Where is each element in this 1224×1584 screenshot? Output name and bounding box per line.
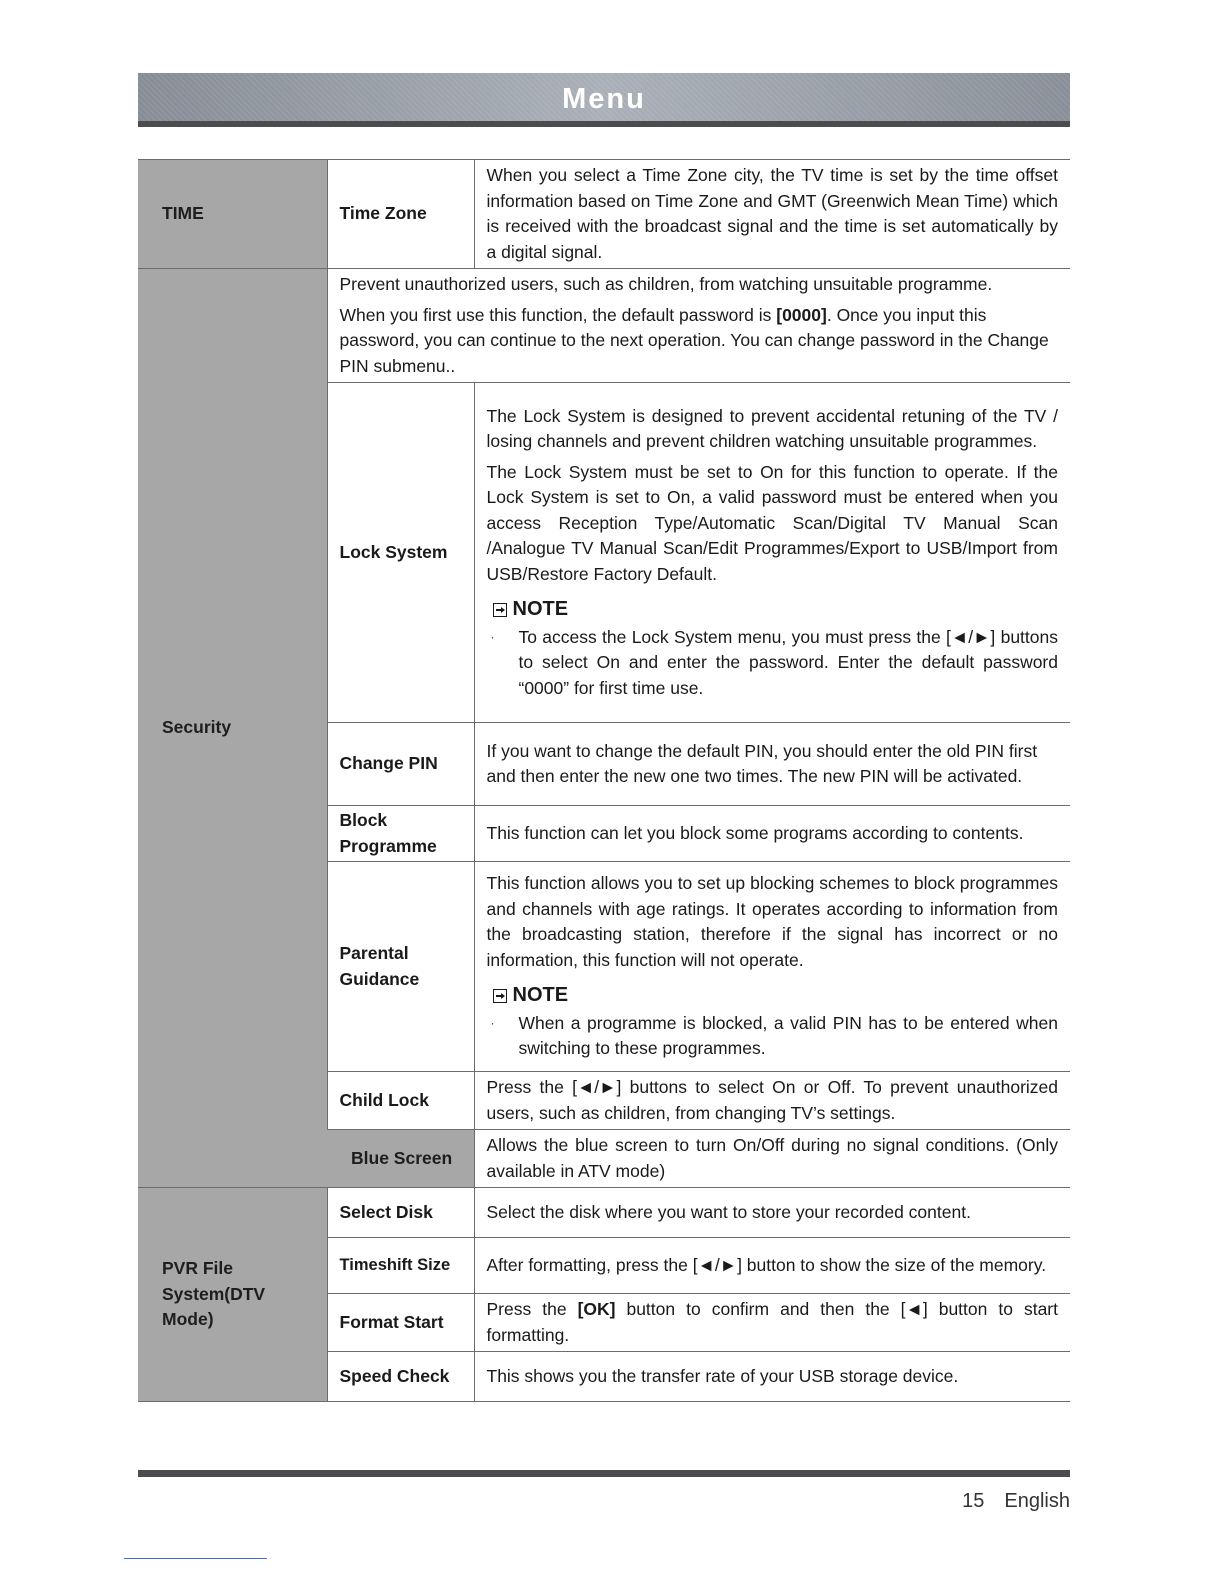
- desc-select-disk: [474, 1188, 1070, 1238]
- desc-timeshift-size: [474, 1238, 1070, 1294]
- intro-text: When you first use this function, the default password is: [339, 304, 777, 325]
- desc-time-zone: [474, 160, 1070, 269]
- desc-part-cont: button to confirm and then the [◄] button to start formatting.: [486, 1299, 1058, 1345]
- desc-block-programme: [474, 806, 1070, 862]
- table-row-security-intro: [138, 269, 1070, 383]
- setting-speed-check: Speed Check: [327, 1352, 474, 1402]
- page-title: Menu: [562, 83, 646, 115]
- setting-select-disk: Select Disk: [327, 1188, 474, 1238]
- setting-timeshift-size: Timeshift Size: [327, 1238, 474, 1294]
- note-text: When a programme is blocked, a valid PIN has to be entered when switching to these programmes.: [518, 1012, 1058, 1059]
- desc-parental-guidance: [474, 862, 1070, 1072]
- menu-settings-table: [138, 159, 1070, 1402]
- desc-change-pin: [474, 723, 1070, 806]
- bullet-icon: ·: [490, 629, 495, 644]
- note-icon: [493, 603, 507, 617]
- note-text: To access the Lock System menu, you must press the [◄/►] buttons to select On and enter the password. Enter the default password “0000” for first time use.: [518, 626, 1058, 698]
- note-icon: [493, 989, 507, 1003]
- category-time: TIME: [138, 160, 327, 269]
- desc-text: Allows the blue screen to turn On/Off during no signal conditions. (Only available in ATV mode): [486, 1135, 1058, 1181]
- footer-rule: [138, 1470, 1070, 1477]
- ok-key: [OK]: [577, 1299, 616, 1319]
- lock-system-p1: The Lock System is designed to prevent accidental retuning of the TV / losing channels and prevent children watching unsuitable programmes.: [486, 405, 1058, 452]
- bullet-icon: ·: [490, 1015, 495, 1030]
- parental-guidance-p1: This function allows you to set up blocking schemes to block programmes and channels with age ratings. It operates according to information from the broadcasting station, therefore if the signal has incorrect or no information, this function will not operate.: [486, 873, 1058, 970]
- desc-text: This shows you the transfer rate of your USB storage device.: [486, 1365, 959, 1386]
- desc-text: When you select a Time Zone city, the TV time is set by the time offset information based on Time Zone and GMT (Greenwich Mean Time) which is received with the broadcast signal and the time is set automatically by a digital signal.: [486, 165, 1058, 262]
- desc-text: This function can let you block some programs according to contents.: [486, 822, 1024, 843]
- setting-time-zone: Time Zone: [327, 160, 474, 269]
- link-underline: [124, 1558, 267, 1559]
- default-password: [0000]: [776, 304, 827, 325]
- desc-text: Press the [◄/►] buttons to select On or Off. To prevent unauthorized users, such as children, from changing TV’s settings.: [486, 1077, 1058, 1123]
- setting-format-start: Format Start: [327, 1294, 474, 1352]
- security-intro-line2: [340, 303, 1053, 380]
- security-intro-line1: Prevent unauthorized users, such as children, from watching unsuitable programme.: [339, 274, 993, 294]
- setting-lock-system: Lock System: [327, 383, 474, 723]
- note-item: [487, 1011, 1059, 1062]
- note-label: NOTE: [512, 598, 569, 621]
- category-pvr-file-system: PVR File System(DTV Mode): [138, 1188, 327, 1402]
- setting-change-pin: Change PIN: [327, 723, 474, 806]
- note-heading: [493, 597, 1059, 623]
- page-footer: [962, 1490, 1070, 1513]
- desc-text: After formatting, press the [◄/►] button to show the size of the memory.: [486, 1254, 1047, 1275]
- desc-format-start: [474, 1294, 1070, 1352]
- desc-speed-check: [474, 1352, 1070, 1402]
- desc-text: [487, 1297, 1059, 1348]
- note-label: NOTE: [512, 984, 569, 1007]
- page-number: 15: [962, 1490, 985, 1512]
- note-heading: [493, 983, 1059, 1009]
- desc-text: If you want to change the default PIN, you should enter the old PIN first and then enter the new one two times. The new PIN will be activated.: [486, 740, 1038, 786]
- table-row-select-disk: [138, 1188, 1070, 1238]
- desc-text: Select the disk where you want to store your recorded content.: [486, 1201, 971, 1222]
- page-language: English: [1004, 1490, 1070, 1512]
- desc-part: Press the: [486, 1299, 578, 1319]
- menu-banner: [138, 73, 1070, 121]
- category-blue-screen: Blue Screen: [327, 1130, 474, 1188]
- desc-blue-screen: [474, 1130, 1070, 1188]
- note-item: [487, 625, 1059, 702]
- intro-text-cont: . Once you input this password, you can continue to the next operation. You can change password in the Change PIN submenu..: [339, 304, 1049, 376]
- desc-lock-system: [474, 383, 1070, 723]
- lock-system-p2: The Lock System must be set to On for this function to operate. If the Lock System is set to On, a valid password must be entered when you access Reception Type/Automatic Scan/Digital TV Manual Scan /Analogue TV Manual Scan/Edit Programmes/Export to USB/Import from USB/Restore Factory Default.: [486, 461, 1058, 584]
- setting-parental-guidance: Parental Guidance: [327, 862, 474, 1072]
- setting-child-lock: Child Lock: [327, 1072, 474, 1130]
- category-security: Security: [138, 269, 327, 1188]
- table-row-time-zone: [138, 160, 1070, 269]
- banner-underline: [138, 121, 1070, 127]
- security-intro: [327, 269, 1070, 383]
- desc-child-lock: [474, 1072, 1070, 1130]
- setting-block-programme: Block Programme: [327, 806, 474, 862]
